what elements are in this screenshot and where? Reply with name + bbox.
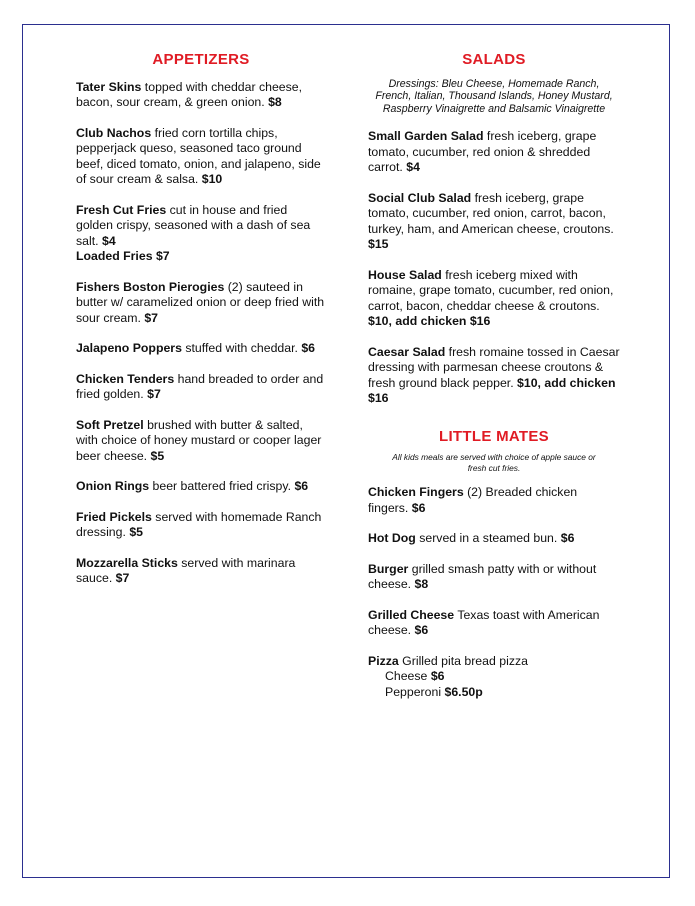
item-name: Grilled Cheese — [368, 607, 455, 622]
item-name: Pizza — [368, 653, 399, 668]
menu-item-club-nachos — [76, 126, 326, 188]
appetizers-column — [76, 52, 326, 602]
item-name: Fresh Cut Fries — [76, 202, 167, 217]
menu-item-caesar-salad — [368, 345, 620, 407]
menu-item-mozzarella-sticks — [76, 556, 326, 587]
item-desc: grilled smash patty with or without cheese. — [368, 561, 597, 591]
little-mates-heading: LITTLE MATES — [439, 427, 549, 445]
menu-item-burger — [368, 562, 620, 593]
menu-item-small-garden-salad — [368, 129, 620, 176]
item-name: Social Club Salad — [368, 190, 472, 205]
item-price: $10, add chicken $16 — [368, 375, 616, 405]
menu-item-jalapeno-poppers — [76, 341, 326, 357]
item-price: $6 — [301, 341, 316, 355]
item-price: $10, add chicken $16 — [368, 314, 491, 328]
item-desc: fried corn tortilla chips, pepperjack queso, seasoned taco ground beef, diced tomato, onion, and jalapeno, side of sour cream & salsa. — [76, 125, 321, 186]
item-desc: (2) Breaded chicken fingers. — [368, 485, 578, 515]
item-price: $7 — [115, 571, 130, 585]
item-desc: beer battered fried crispy. — [149, 479, 295, 493]
item-desc: fresh iceberg mixed with romaine, grape tomato, cucumber, red onion, carrot, bacon, cheddar cheese & croutons. — [368, 267, 614, 313]
item-name: Jalapeno Poppers — [76, 341, 182, 355]
item-price: $7 — [155, 249, 170, 263]
item-desc: Texas toast with American cheese. — [368, 607, 600, 637]
item-desc: served in a steamed bun. — [415, 531, 561, 545]
item-name: Burger — [368, 561, 409, 576]
item-price: $7 — [144, 310, 159, 325]
item-name: Club Nachos — [76, 125, 152, 140]
item-name: Loaded Fries — [76, 249, 153, 263]
item-price: $8 — [414, 577, 429, 591]
item-price: $5 — [129, 525, 144, 539]
item-desc: fresh romaine tossed in Caesar dressing with parmesan cheese croutons & fresh ground black pepper. — [368, 344, 620, 390]
item-name: House Salad — [368, 267, 442, 282]
item-desc: brushed with butter & salted, with choice of honey mustard or cooper lager beer cheese. — [76, 417, 322, 463]
appetizers-heading: APPETIZERS — [152, 51, 250, 68]
item-desc: topped with cheddar cheese, bacon, sour cream, & green onion. — [76, 79, 303, 109]
item-price: $4 — [101, 233, 116, 248]
item-price: $6 — [411, 500, 426, 515]
option-label: Pepperoni — [385, 684, 445, 699]
item-name: Fishers Boston Pierogies — [76, 279, 225, 294]
menu-item-house-salad — [368, 268, 620, 330]
item-price: $4 — [406, 160, 420, 174]
item-desc: fresh iceberg, grape tomato, cucumber, red onion, carrot, bacon, turkey, ham, and American cheese, croutons. — [368, 190, 614, 236]
item-name: Onion Rings — [76, 479, 150, 493]
menu-item-fresh-cut-fries — [76, 203, 326, 250]
item-desc: cut in house and fried golden crispy, seasoned with a dash of sea salt. — [76, 202, 311, 248]
item-name: Tater Skins — [76, 79, 142, 94]
pizza-line — [368, 654, 620, 670]
pizza-option-cheese — [368, 669, 620, 685]
menu-item-pierogies — [76, 280, 326, 327]
item-desc: stuffed with cheddar. — [181, 341, 302, 355]
kids-meal-note: All kids meals are served with choice of apple sauce or fresh cut fries. — [392, 452, 596, 473]
menu-item-onion-rings — [76, 479, 326, 495]
salads-column — [368, 52, 620, 715]
menu-item-chicken-tenders — [76, 372, 326, 403]
item-name: Mozzarella Sticks — [76, 555, 178, 570]
menu-item-fried-pickels — [76, 510, 326, 541]
item-name: Chicken Fingers — [368, 485, 464, 499]
menu-item-soft-pretzel — [76, 418, 326, 465]
item-price: $6 — [560, 531, 575, 545]
item-price: $6 — [414, 623, 429, 637]
option-price: $6.50p — [444, 684, 483, 699]
menu-item-tater-skins — [76, 80, 326, 111]
item-name: Soft Pretzel — [76, 417, 144, 432]
item-price: $7 — [147, 387, 161, 401]
item-price: $8 — [268, 95, 282, 109]
salads-heading: SALADS — [462, 51, 526, 68]
item-price: $6 — [294, 479, 309, 493]
item-price: $10 — [201, 172, 223, 186]
dressings-note: Dressings: Bleu Cheese, Homemade Ranch, French, Italian, Thousand Islands, Honey Mustard, Raspberry Vinaigrette and Balsamic Vinaigrette — [375, 77, 613, 115]
item-name: Caesar Salad — [368, 344, 446, 359]
menu-item-social-club-salad — [368, 191, 620, 253]
item-name: Small Garden Salad — [368, 129, 484, 143]
menu-item-grilled-cheese — [368, 608, 620, 639]
option-label: Cheese — [385, 669, 431, 683]
item-desc: fresh iceberg, grape tomato, cucumber, red onion & shredded carrot. — [368, 129, 597, 174]
item-desc: served with marinara sauce. — [76, 555, 296, 585]
menu-item-chicken-fingers — [368, 485, 620, 516]
item-price: $5 — [150, 448, 165, 463]
item-desc: served with homemade Ranch dressing. — [76, 509, 322, 539]
item-desc: Grilled pita bread pizza — [398, 653, 528, 668]
item-desc: hand breaded to order and fried golden. — [76, 371, 324, 401]
item-name: Chicken Tenders — [76, 371, 175, 386]
item-price: $15 — [368, 237, 389, 251]
menu-item-hot-dog — [368, 531, 620, 547]
menu-item-loaded-fries — [76, 249, 326, 265]
item-name: Fried Pickels — [76, 509, 152, 524]
pizza-option-pepperoni — [368, 685, 620, 701]
item-name: Hot Dog — [368, 531, 416, 545]
item-desc: (2) sauteed in butter w/ caramelized onion or deep fried with sour cream. — [76, 279, 325, 325]
menu-item-pizza — [368, 654, 620, 701]
option-price: $6 — [430, 669, 445, 683]
